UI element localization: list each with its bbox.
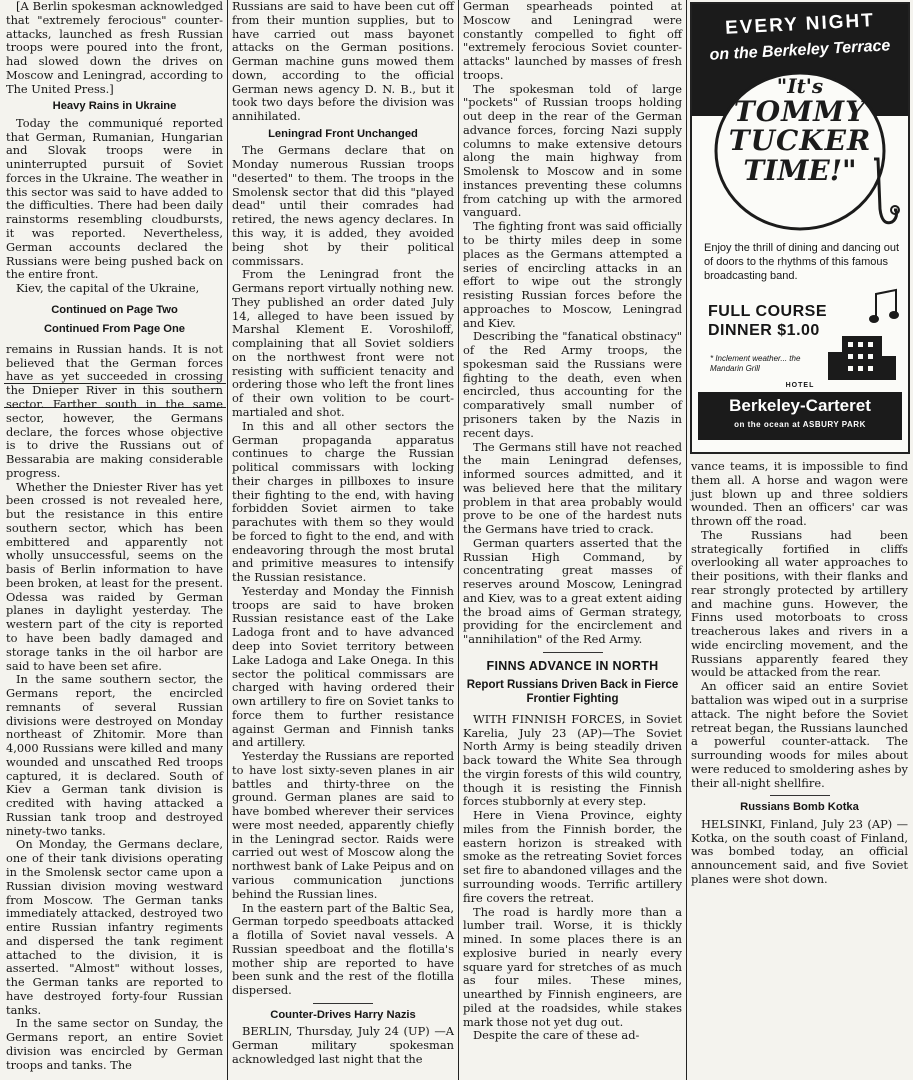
ad-terrace: on the Berkeley Terrace xyxy=(709,37,891,64)
paragraph: German spearheads pointed at Moscow and Leningrad were constantly compelled to fight off "extremely ferocious Soviet counter-attacks" launched by masses of fresh troops. xyxy=(463,0,682,82)
ad-script-line: TOMMY xyxy=(733,95,867,128)
paragraph: The spokesman told of large "pockets" of Russian troops holding out deep in the rear of the German advance forces, forcing Nazi supply columns to make extensive detours along the main highway from Smolensk to Moscow and in some instances preventing these columns from catching up with the armored vanguard. xyxy=(463,81,682,220)
ad-full-course-line: FULL COURSE xyxy=(708,303,827,320)
ad-dinner-price: DINNER $1.00 xyxy=(708,322,820,340)
paragraph: Describing the "fanatical obstinacy" of the Red Army troops, the spokesman said the Russians were fighting to the death, even when encircled, thus accounting for the comparatively small number of prisoners taken by the Nazis in recent days. xyxy=(463,329,682,440)
paragraph: remains in Russian hands. It is not believed that the German forces have as yet succeeded in crossing the Dnieper River in this southern sector. Farther south in the same sector, however, the Germans declare, the forces whose objective is to drive the Russians out of Bessarabia are making considerable progress. xyxy=(6,341,223,480)
paragraph: Yesterday the Russians are reported to have lost sixty-seven planes in air battles and thirty-three on the ground. German planes are said to have bombed wherever their services were most needed, apparently chiefly in the Leningrad sector. Raids were carried out west of Moscow along the northwest bank of Lake Peipus and on various communication junctions behind the Russian lines. xyxy=(232,749,454,901)
bracket-note: [A Berlin spokesman acknowledged that "extremely ferocious" counter-attacks, launched as fresh Russian troops were poured into the front, had slowed down the drives on Moscow and Leningrad, according to The United Press.] xyxy=(6,0,223,96)
divider xyxy=(543,652,603,653)
paragraph: vance teams, it is impossible to find them all. A horse and wagon were just blown up and three soldiers wounded. Then an officers' car was thrown off the road. xyxy=(691,459,908,529)
paragraph: The Russians had been strategically fortified in cliffs overlooking all water approaches to their positions, with their flanks and rear strongly protected by artillery and machine guns. However, the Finns used motorboats to cross treacherous lakes and rivers in a wide encircling movement, and the Russians apparently feared they would be attacked from the rear. xyxy=(691,527,908,680)
paragraph: The fighting front was said officially to be thirty miles deep in some places as the Germans attempted a series of encircling attacks in an effort to wipe out the strongly resisting Russian forces before the approaches to Moscow, Leningrad and Kiev. xyxy=(463,219,682,330)
column-rule xyxy=(227,0,228,1080)
subhead-counter-drives: Counter-Drives Harry Nazis xyxy=(270,1008,416,1021)
divider xyxy=(313,1003,373,1004)
paragraph: The Germans declare that on Monday numerous Russian troops "deserted" to them. The troops in the Smolensk sector that did this "played dead" until their comrades had retired, the news agency declares. In this way, it is added, they avoided being shot by their political commissars. xyxy=(232,143,454,268)
ad-hotel-location: on the ocean at ASBURY PARK xyxy=(734,420,866,429)
paragraph: Kiev, the capital of the Ukraine, xyxy=(16,281,200,296)
ad-inclement-note: * Inclement weather... the Mandarin Grill xyxy=(710,354,801,373)
saxophone-icon xyxy=(864,154,904,234)
column-4 xyxy=(691,460,908,887)
paragraph: In the same southern sector, the Germans report, the encircled remnants of several Russian divisions were destroyed on Monday northeast of Zhitomir. More than 4,000 Russians were killed and many wounded and unscathed Red troops captured, it is declared. South of Kiev a German tank division is credited with having attacked a Russian tank troop and destroyed ninety-two tanks. xyxy=(6,672,223,838)
continued-on-label: Continued on Page Two xyxy=(51,303,178,316)
ad-hotel-name-bar xyxy=(698,392,902,440)
column-rule xyxy=(458,0,459,1080)
column-rule xyxy=(686,0,687,1080)
paragraph: An officer said an entire Soviet battalion was wiped out in a surprise attack. The night before the Soviet retreat began, the Russians launched a powerful counter-attack. The surrounding woods for miles about were reduced to smoldering ashes by their all-night shellfire. xyxy=(691,679,908,790)
ad-hotel-name: Berkeley-Carteret xyxy=(729,396,871,415)
paragraph: Today the communiqué reported that German, Rumanian, Hungarian and Slovak troops were in uninterrupted pursuit of Soviet forces in the Ukraine. The weather in this sector was said to have added to the difficulties. There had been daily rainstorms resembling cloudbursts, it was reported. Nevertheless, German accounts declared the Russians were being pushed back on the entire front. xyxy=(6,115,223,282)
divider xyxy=(770,795,830,796)
paragraph: The Germans still have not reached the main Leningrad defenses, informed sources admitted, and it was believed here that the military problem in that area probably would prove to be one of the hardest nuts the Germans have tried to crack. xyxy=(463,439,682,537)
continued-from-label: Continued From Page One xyxy=(43,323,186,336)
column-3 xyxy=(463,0,682,1043)
subhead-rains: Heavy Rains in Ukraine xyxy=(52,100,177,113)
headline-finns: FINNS ADVANCE IN NORTH xyxy=(486,658,659,673)
deck-finns: Report Russians Driven Back in Fierce Frontier Fighting xyxy=(466,679,679,706)
ad-enjoy-text: Enjoy the thrill of dining and dancing out of doors to the rhythms of this famous broadcasting band. xyxy=(704,242,900,282)
paragraph: On Monday, the Germans declare, one of their tank divisions operating in the Smolensk sector came upon a Russian division moving westward from Moscow. The German tanks immediately attacked, destroyed two entire Russian infantry regiments and dispersed the tank regiment attached to the division, it is asserted. "Almost" without losses, the German tanks are reported to have destroyed forty-four Russian tanks. xyxy=(6,837,223,1017)
music-note-icon xyxy=(868,288,904,328)
paragraph: In the eastern part of the Baltic Sea, German torpedo speedboats attacked a flotilla of Soviet naval vessels. A Russian speedboat and the flotilla's mother ship are reported to have been sunk and the rest of the flotilla dispersed. xyxy=(232,900,454,998)
ad-script-line: "It's xyxy=(776,74,824,98)
paragraph: The road is hardly more than a lumber trail. Worse, it is thickly mined. In some places there is an explosive buried in nearly every square yard for stretches of as much as four miles. These mines, unearthed by Finnish engineers, are piled at the roadsides, while stakes mark those not yet dug out. xyxy=(463,904,682,1029)
ad-hotel-label: HOTEL xyxy=(785,382,815,389)
paragraph: WITH FINNISH FORCES, in Soviet Karelia, July 23 (AP)—The Soviet North Army is being steadily driven back toward the White Sea through the virgin forests of this wild country, though it is resisting the Finnish forces stubbornly at every step. xyxy=(463,711,682,809)
paragraph: In this and all other sectors the German propaganda apparatus continues to charge the Russian political commissars with locking their charges in pillboxes to insure their fighting to the end, with having forbidden Soviet airmen to take parachutes with them so they would be forced to fight to the end, and with endeavoring through the most brutal and primitive measures to intensify the Russian resistance. xyxy=(232,418,454,585)
paragraph: Whether the Dniester River has yet been crossed is not revealed here, but the resistance in this entire southern sector, which has been embittered and apparently not wholly unsuccessful, seems on the basis of Berlin information to have been broken, at least for the present. Odessa was raided by German planes in daylight yesterday. The western part of the city is reported to have been badly damaged and storage tanks in the oil harbor are said to have been set afire. xyxy=(6,479,223,673)
ad-script-line: TUCKER xyxy=(728,124,872,158)
paragraph: HELSINKI, Finland, July 23 (AP) —Kotka, on the south coast of Finland, was bombed today, an official announcement said, and five Soviet planes were shot down. xyxy=(691,816,908,886)
subhead-leningrad: Leningrad Front Unchanged xyxy=(268,127,418,140)
ad-full-course xyxy=(708,302,827,340)
ad-every-night: EVERY NIGHT xyxy=(724,10,876,39)
paragraph: In the same sector on Sunday, the Germans report, an entire Soviet division was encircled by German troops and tanks. The xyxy=(6,1016,223,1072)
subhead-kotka: Russians Bomb Kotka xyxy=(740,801,859,814)
ad-script-line: TIME!" xyxy=(743,153,857,187)
paragraph: BERLIN, Thursday, July 24 (UP) —A German military spokesman acknowledged last night that the xyxy=(232,1024,454,1066)
paragraph: Here in Viena Province, eighty miles from the Finnish border, the eastern horizon is streaked with smoke as the retreating Soviet forces set fire to abandoned villages and the surrounding woods. Terrific artillery fire covers the retreat. xyxy=(463,808,682,905)
paragraph: Russians are said to have been cut off from their muntion supplies, but to have carried out mass bayonet attacks on the German positions. German machine guns mowed them down, according to the official German news agency D. N. B., but it took two days before the division was annihilated. xyxy=(232,0,454,124)
hotel-building-icon xyxy=(824,326,900,382)
paragraph: German quarters asserted that the Russian High Command, by concentrating great masses of reserves around Moscow, Leningrad and Kiev, was to a great extent aiding the broad aims of German strategy, providing for the encirclement and "annihilation" of the Red Army. xyxy=(463,535,682,647)
column-1 xyxy=(6,0,223,1072)
column-2 xyxy=(232,0,454,1067)
paragraph: From the Leningrad front the Germans report virtually nothing new. They published an order dated July 14, alleged to have been issued by Marshal Klement E. Voroshiloff, complaining that all Soviet soldiers on the northwest front were not resisting with sufficient tenacity and ordering those who left the front lines of their own volition to be court-martialed and shot. xyxy=(232,267,454,419)
paragraph: Yesterday and Monday the Finnish troops are said to have broken Russian resistance east of the Lake Ladoga front and to have advanced deep into Soviet territory between Lake Ladoga and Lake Onega. In this sector the political commissars are charged with having ordered their own artillery to fire on Soviet tanks to force them to further resistance against German and Finnish tanks and artillery. xyxy=(232,583,454,750)
paragraph: Despite the care of these ad- xyxy=(473,1028,640,1043)
berkeley-carteret-ad xyxy=(690,2,910,454)
